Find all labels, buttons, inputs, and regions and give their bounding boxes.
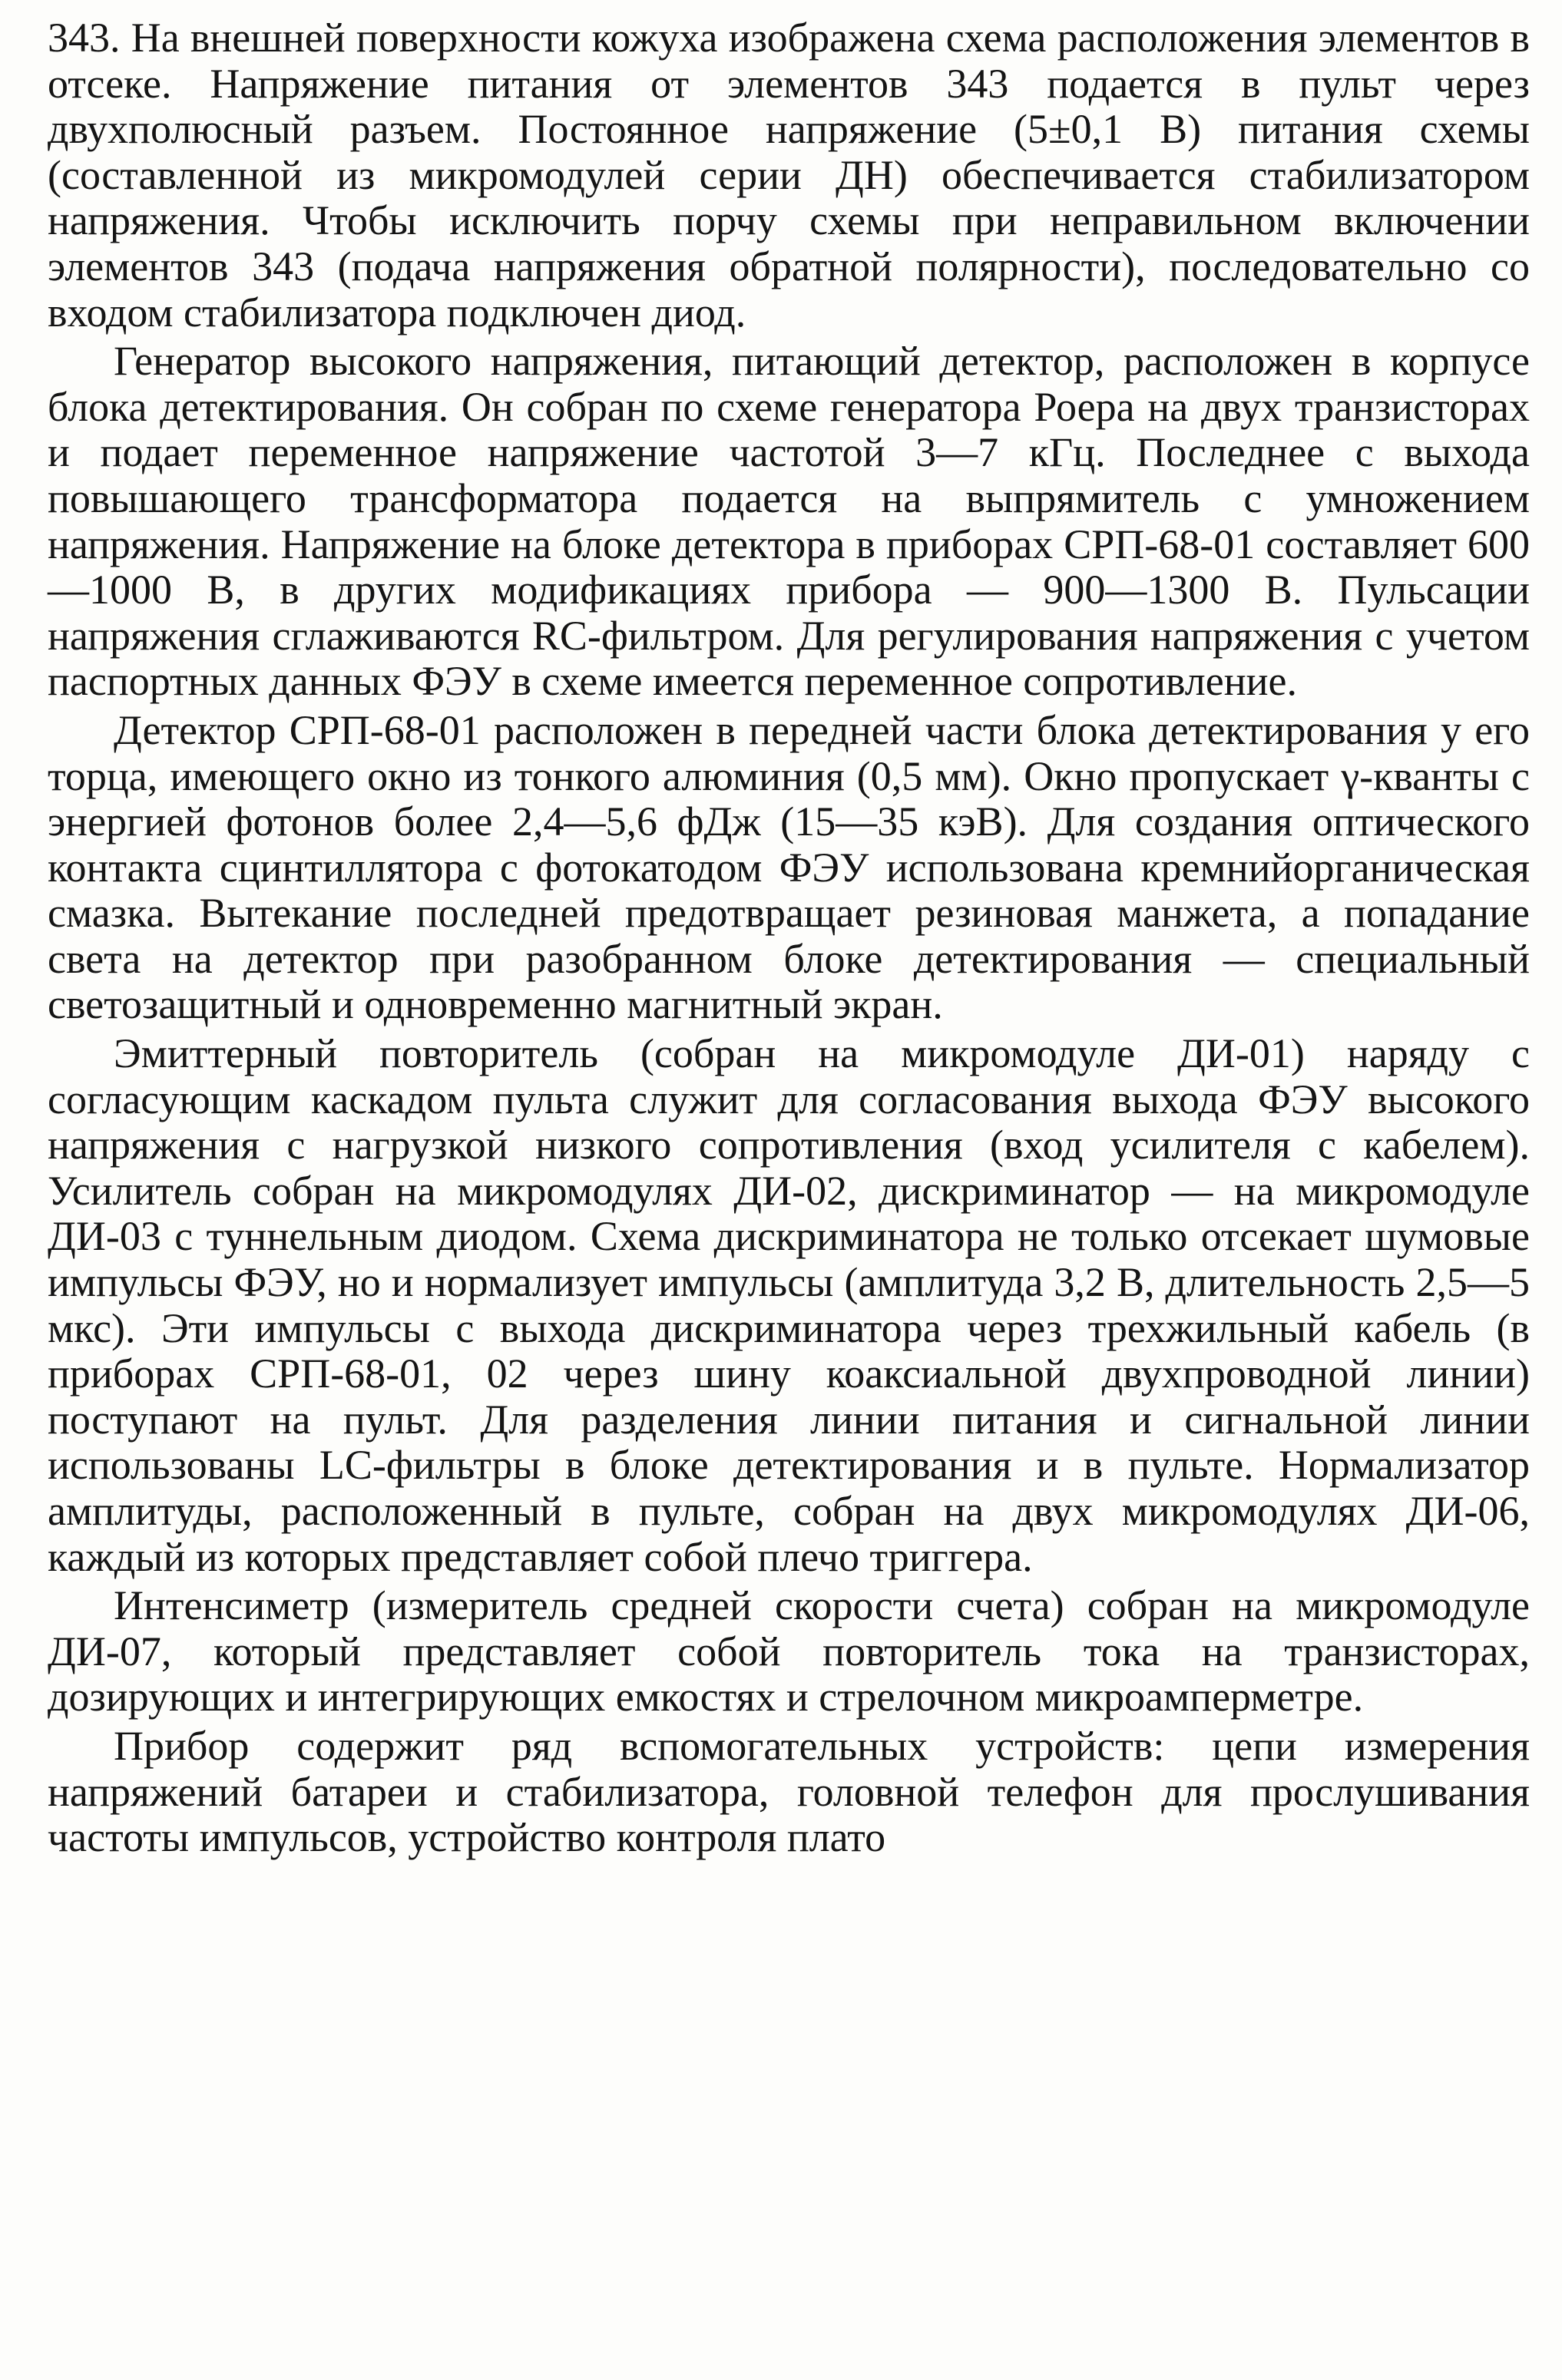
text-column	[48, 15, 1530, 1861]
paragraph-6: Прибор содержит ряд вспомогательных устройств: цепи измерения напряжений батареи и стабилизатора, головной телефон для прослушивания частоты импульсов, устройство контроля плато	[48, 1722, 1530, 1861]
paragraph-3: Детектор СРП-68-01 расположен в передней части блока детектирования у его торца, имеющего окно из тонкого алюминия (0,5 мм). Окно пропускает γ-кванты с энергией фотонов более 2,4—5,6 фДж (15—35 кэВ). Для создания оптического контакта сцинтиллятора с фотокатодом ФЭУ использована кремнийорганическая смазка. Вытекание последней предотвращает резиновая манжета, а попадание света на детектор при разобранном блоке детектирования — специальный светозащитный и одновременно магнитный экран.	[48, 706, 1530, 1028]
paragraph-1: 343. На внешней поверхности кожуха изображена схема расположения элементов в отсеке. Напряжение питания от элементов 343 подается в пульт через двухполюсный разъем. Постоянное напряжение (5±0,1 В) питания схемы (составленной из микромодулей серии ДН) обеспечивается стабилизатором напряжения. Чтобы исключить порчу схемы при неправильном включении элементов 343 (подача напряжения обратной полярности), последовательно со входом стабилизатора подключен диод.	[48, 15, 1530, 336]
paragraph-5: Интенсиметр (измеритель средней скорости счета) собран на микромодуле ДИ-07, который представляет собой повторитель тока на транзисторах, дозирующих и интегрирующих емкостях и стрелочном микроамперметре.	[48, 1582, 1530, 1721]
paragraph-4: Эмиттерный повторитель (собран на микромодуле ДИ-01) наряду с согласующим каскадом пульта служит для согласования выхода ФЭУ высокого напряжения с нагрузкой низкого сопротивления (вход усилителя с кабелем). Усилитель собран на микромодулях ДИ-02, дискриминатор — на микромодуле ДИ-03 с туннельным диодом. Схема дискриминатора не только отсекает шумовые импульсы ФЭУ, но и нормализует импульсы (амплитуда 3,2 В, длительность 2,5—5 мкс). Эти импульсы с выхода дискриминатора через трехжильный кабель (в приборах СРП-68-01, 02 через шину коаксиальной двухпроводной линии) поступают на пульт. Для разделения линии питания и сигнальной линии использованы LC-фильтры в блоке детектирования и в пульте. Нормализатор амплитуды, расположенный в пульте, собран на двух микромодулях ДИ-06, каждый из которых представляет собой плечо триггера.	[48, 1030, 1530, 1580]
paragraph-2: Генератор высокого напряжения, питающий детектор, расположен в корпусе блока детектирования. Он собран по схеме генератора Роера на двух транзисторах и подает переменное напряжение частотой 3—7 кГц. Последнее с выхода повышающего трансформатора подается на выпрямитель с умножением напряжения. Напряжение на блоке детектора в приборах СРП-68-01 составляет 600—1000 В, в других модификациях прибора — 900—1300 В. Пульсации напряжения сглаживаются RC-фильтром. Для регулирования напряжения с учетом паспортных данных ФЭУ в схеме имеется переменное сопротивление.	[48, 338, 1530, 705]
